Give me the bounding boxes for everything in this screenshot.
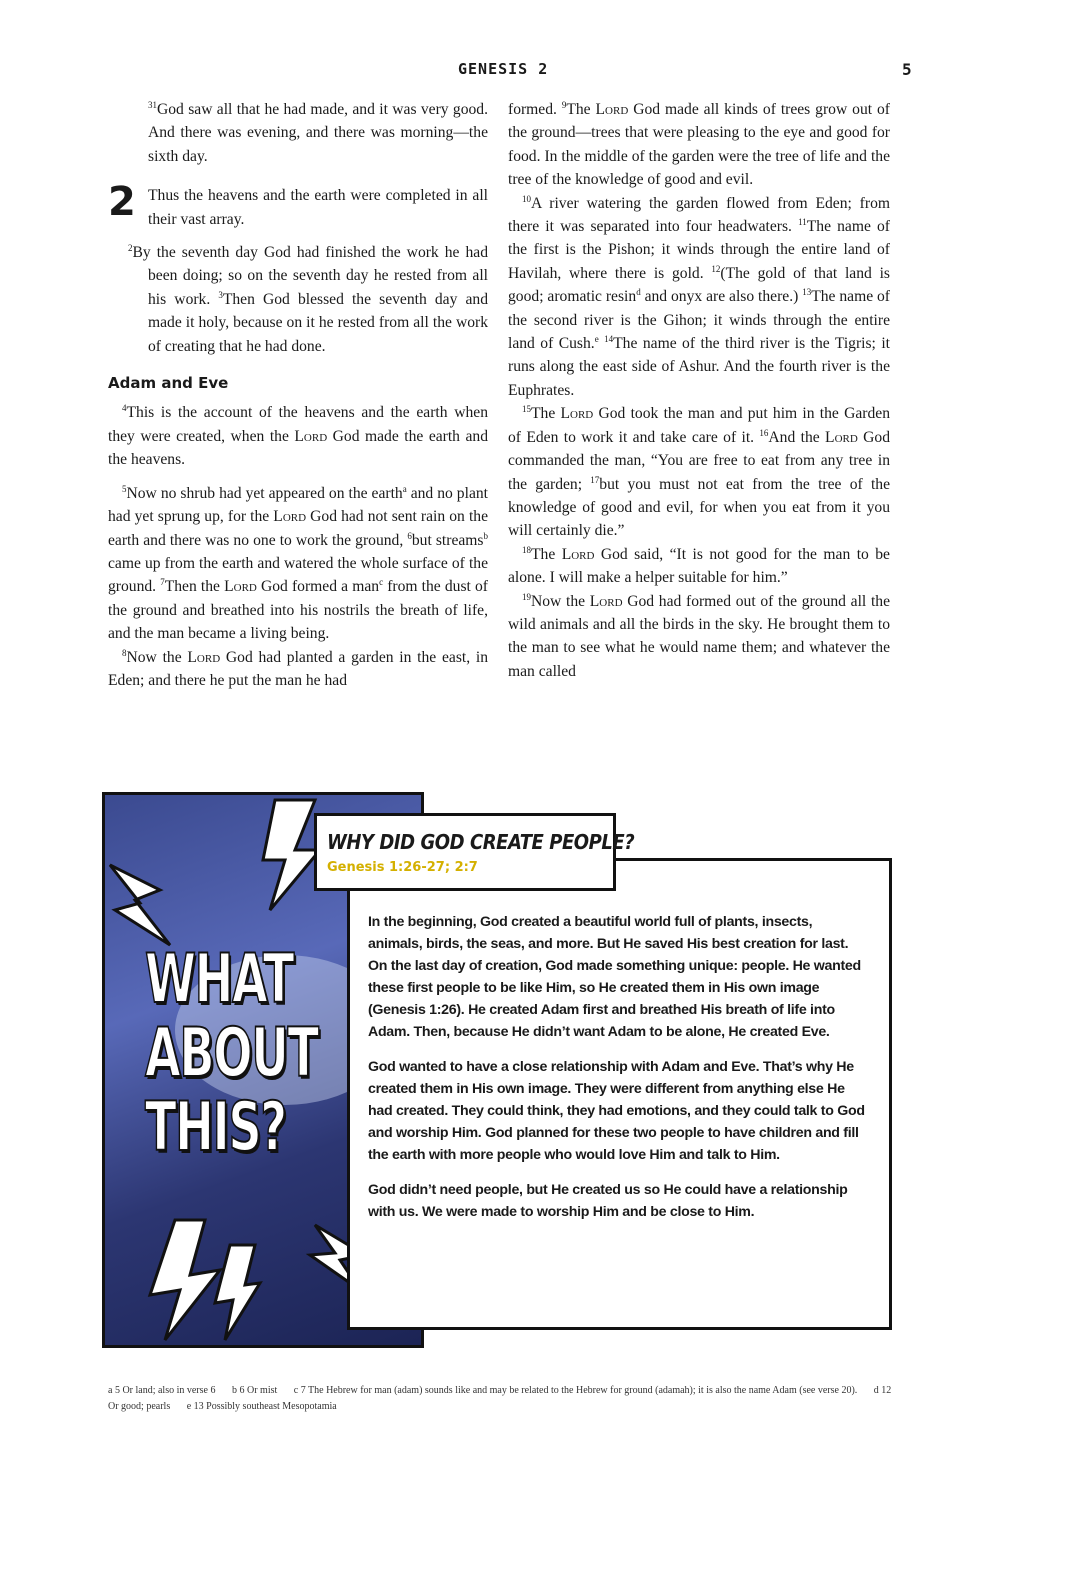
right-text-column	[508, 98, 890, 683]
verse-number: 17	[590, 474, 600, 485]
divine-name: Lord	[595, 101, 629, 118]
verse-text: God saw all that he had made, and it was very good. And there was evening, and there was morning—the sixth day.	[148, 101, 488, 165]
verse-number: 13	[802, 287, 812, 298]
verse-text: (The gold of that land is good; aromatic resin	[508, 264, 890, 306]
scripture-reference: Genesis 1:26-27; 2:7	[327, 860, 478, 875]
chapter-number: 2	[108, 179, 136, 226]
divine-name: Lord	[294, 427, 328, 445]
verse-text: and no plant had yet sprung up, for the	[108, 484, 488, 526]
footnotes	[108, 1383, 898, 1415]
verse-31	[108, 98, 488, 168]
verse-text: Thus the heavens and the earth were completed in all their vast array.	[148, 187, 488, 228]
lightning-bolt-icon	[145, 1215, 265, 1345]
title-line: WHAT	[145, 940, 294, 1019]
verse-text: God had planted a garden in the east, in Eden; and there he put the man he had	[108, 648, 489, 689]
verse-text: Now the	[126, 648, 188, 666]
verse-number: 12	[711, 263, 721, 274]
footnote: b 6 Or mist	[231, 1385, 278, 1396]
footnote-marker[interactable]: c	[379, 577, 384, 588]
answer-text-box	[347, 858, 892, 1330]
verse-text: By the seventh day God had finished the work he had been doing; so on the seventh day he rested from all his work.	[132, 244, 488, 308]
verse-text: God had formed out of the ground all the wild animals and all the birds in the sky. He brought them to the man to see what he would name them; and whatever the man called	[508, 592, 890, 680]
verse-text: God made the earth and the heavens.	[108, 427, 488, 469]
title-line: THIS?	[145, 1088, 286, 1167]
footnote: d 12 Or good; pearls	[108, 1385, 892, 1412]
verse-4	[108, 401, 488, 471]
what-about-this-feature	[92, 778, 900, 1353]
footnote-marker[interactable]: d	[636, 287, 641, 298]
verse-number: 8	[122, 647, 127, 658]
verse-number: 31	[148, 99, 157, 110]
verse-text: A river watering the garden flowed from Eden; from there it was separated into four headwaters.	[508, 194, 890, 236]
verse-text: came up from the earth and watered the whole surface of the ground.	[108, 554, 488, 596]
verse-number: 5	[122, 483, 127, 494]
verse-text: God commanded the man, “You are free to eat from any tree in the garden;	[508, 428, 891, 493]
footnote-marker[interactable]: e	[594, 333, 599, 344]
divine-name: Lord	[187, 648, 221, 666]
divine-name: Lord	[589, 592, 623, 610]
verse-text: God made all kinds of trees grow out of the ground—trees that were pleasing to the eye and good for food. In the middle of the garden were the tree of life and the tree of the knowledge of good and evil.	[508, 101, 890, 189]
verse-text: The name of the first is the Pishon; it winds through the entire land of Havilah, where there is gold.	[508, 218, 890, 282]
verse-text: God formed a man	[256, 578, 380, 596]
verse-text: The	[531, 405, 561, 423]
verse-text: Then the	[164, 578, 225, 596]
verse-number: 6	[407, 530, 412, 541]
verse-19	[508, 590, 890, 684]
left-text-column	[108, 98, 488, 692]
verse-text: but you must not eat from the tree of the knowledge of good and evil, for when you eat from it you will certainly die.”	[508, 475, 890, 540]
chapter-2-start	[108, 179, 488, 231]
verse-number: 3	[218, 289, 223, 300]
verse-text: The	[566, 101, 596, 118]
verse-number: 19	[522, 591, 531, 602]
verse-9	[508, 98, 890, 192]
verses-2-3	[108, 241, 488, 358]
divine-name: Lord	[561, 545, 595, 563]
verses-5-7	[108, 482, 488, 646]
verse-text: God had not sent rain on the earth and there was no one to work the ground,	[108, 508, 488, 549]
footnote: e 13 Possibly southeast Mesopotamia	[186, 1401, 337, 1412]
verse-text: Then God blessed the seventh day and made it holy, because on it he rested from all the work of creating that he had done.	[148, 290, 488, 355]
verse-number: 15	[522, 404, 531, 415]
question-title: WHY DID GOD CREATE PEOPLE?	[327, 830, 635, 854]
verses-10-14	[508, 192, 890, 403]
title-line: ABOUT	[145, 1014, 318, 1093]
running-head: GENESIS 2	[458, 60, 549, 78]
verse-text: The name of the third river is the Tigris; it runs along the east side of Ashur. And the fourth river is the Euphrates.	[508, 335, 890, 399]
verse-1	[108, 182, 488, 231]
page-header	[0, 60, 1066, 84]
divine-name: Lord	[224, 578, 257, 596]
answer-paragraph: God wanted to have a close relationship with Adam and Eve. That’s why He created them in His own image. They were different from anything else He had created. They could think, they had emotions, and they could talk to God and worship Him. God planned for these two people to have children and fill the earth with more people who would love Him and talk to Him.	[368, 1059, 865, 1163]
verse-text: God said, “It is not good for the man to be alone. I will make a helper suitable for him.”	[508, 545, 890, 587]
verse-text: God took the man and put him in the Garden of Eden to work it and take care of it.	[508, 405, 890, 446]
page-number: 5	[902, 60, 912, 79]
verse-number: 10	[522, 193, 531, 204]
verse-text: Now the	[531, 592, 590, 610]
footnote: a 5 Or land; also in verse 6	[108, 1385, 216, 1396]
verse-8	[108, 646, 488, 693]
verse-text: and onyx are also there.)	[640, 288, 803, 306]
verse-text: The name of the second river is the Gihon; it winds through the entire land of Cush.	[508, 288, 891, 353]
verse-number: 16	[759, 427, 769, 438]
verse-text: but streams	[411, 531, 484, 549]
verse-number: 11	[798, 216, 807, 227]
verse-text: This is the account of the heavens and the earth when they were created, when the	[108, 404, 488, 445]
verse-number: 14	[604, 333, 614, 344]
verse-number: 18	[522, 544, 531, 555]
answer-paragraph: God didn’t need people, but He created us so He could have a relationship with us. We were made to worship Him and be close to Him.	[368, 1182, 848, 1220]
footnote-marker[interactable]: a	[402, 483, 407, 494]
question-box	[314, 813, 635, 891]
verse-text: The	[531, 545, 562, 563]
verse-number: 2	[128, 242, 133, 253]
divine-name: Lord	[273, 508, 307, 526]
verse-text: from the dust of the ground and breathed into his nostrils the breath of life, and the man became a living being.	[108, 578, 488, 643]
verses-15-17	[508, 402, 890, 542]
verse-text: formed.	[508, 101, 562, 118]
verse-number: 7	[160, 577, 165, 588]
section-heading: Adam and Eve	[108, 374, 229, 393]
verse-text: Now no shrub had yet appeared on the earth	[126, 484, 403, 502]
footnote: c 7 The Hebrew for man (adam) sounds like and may be related to the Hebrew for ground (adamah); it is also the name Adam (see verse 20).	[293, 1385, 858, 1396]
verse-18	[508, 543, 890, 590]
divine-name: Lord	[560, 405, 594, 423]
answer-paragraph: In the beginning, God created a beautiful world full of plants, insects, animals, birds, the seas, and more. But He saved His best creation for last. On the last day of creation, God made something unique: people. He wanted these first people to be like Him, so He created them in His own image (Genesis 1:26). He created Adam first and breathed His breath of life into Adam. Then, because He didn’t want Adam to be alone, He created Eve.	[368, 914, 861, 1040]
what-about-this-title	[145, 940, 322, 1167]
verse-number: 9	[561, 99, 567, 110]
divine-name: Lord	[825, 428, 858, 446]
verse-text: And the	[768, 428, 826, 446]
footnote-marker[interactable]: b	[483, 530, 488, 541]
verse-number: 4	[122, 403, 127, 414]
